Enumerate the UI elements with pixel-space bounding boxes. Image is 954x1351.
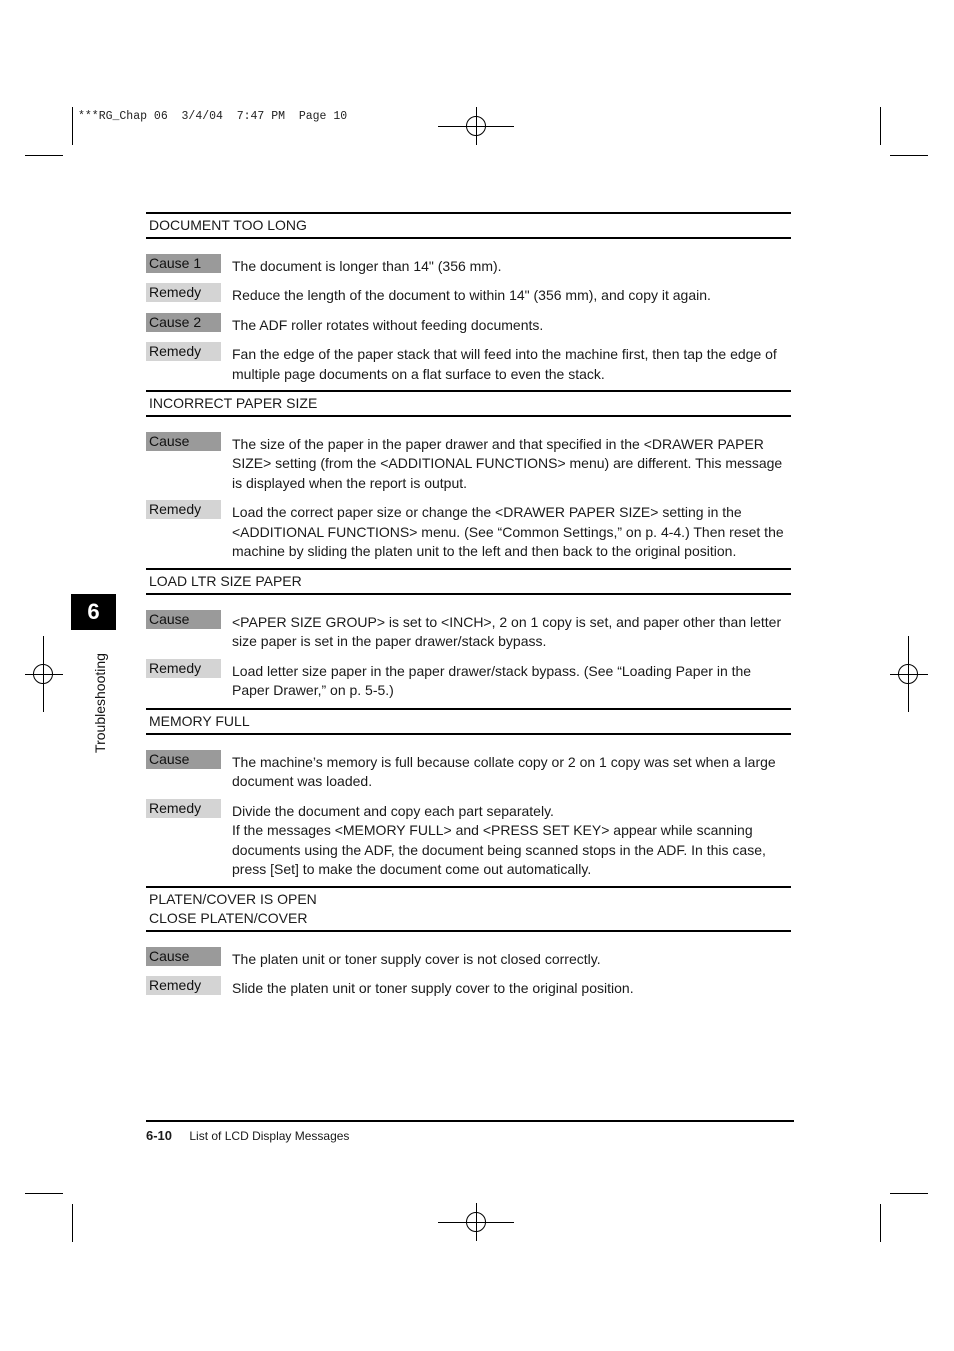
cause-label: Cause 1 [146,254,221,273]
message-title-line: PLATEN/COVER IS OPEN [149,891,317,907]
remedy-entry [146,503,791,561]
cause-text: The ADF roller rotates without feeding documents. [232,316,544,333]
page-footer [146,1128,349,1143]
cause-label: Cause [146,610,221,629]
cause-entry [146,950,791,969]
cause-label: Cause [146,947,221,966]
remedy-entry [146,286,791,305]
message-title [146,886,791,932]
remedy-text: Slide the platen unit or toner supply cover to the original position. [232,980,634,997]
remedy-text: Load the correct paper size or change the <DRAWER PAPER SIZE> setting in the <ADDITIONAL FUNCTIONS> menu. (See “Common Settings,” on p. 4-4.) Then reset the machine by sliding the platen unit to the left and then back to the original position. [232,504,784,560]
remedy-entry [146,345,791,384]
remedy-label: Remedy [146,342,221,361]
cause-label: Cause [146,750,221,769]
page-number: 6-10 [146,1128,173,1143]
message-section [146,568,791,701]
chapter-side-label: Troubleshooting [92,653,108,753]
cause-entry [146,313,791,335]
cause-entry [146,613,791,652]
cause-text: <PAPER SIZE GROUP> is set to <INCH>, 2 on 1 copy is set, and paper other than letter size paper is set in the paper drawer/stack bypass. [232,614,782,650]
message-title-line: MEMORY FULL [149,713,250,729]
message-section [146,390,791,561]
message-title [146,708,791,735]
message-title-line: LOAD LTR SIZE PAPER [149,573,302,589]
remedy-label: Remedy [146,799,221,818]
remedy-label: Remedy [146,500,221,519]
message-section [146,708,791,879]
message-section [146,886,791,999]
remedy-text: Reduce the length of the document to within 14" (356 mm), and copy it again. [232,287,711,304]
cause-label: Cause [146,432,221,451]
cause-entry [146,753,791,792]
message-title [146,390,791,417]
cause-entry [146,257,791,276]
cause-label: Cause 2 [146,313,221,332]
footer-section-title: List of LCD Display Messages [189,1129,350,1143]
message-title-line: DOCUMENT TOO LONG [149,217,307,233]
remedy-entry [146,799,791,880]
cause-text: The machine’s memory is full because collate copy or 2 on 1 copy was set when a large document was loaded. [232,754,776,790]
remedy-text: Load letter size paper in the paper drawer/stack bypass. (See “Loading Paper in the Paper Drawer,” on p. 5-5.) [232,662,752,699]
message-title-line: CLOSE PLATEN/COVER [149,910,308,926]
print-slug-line: ***RG_Chap 06 3/4/04 7:47 PM Page 10 [78,110,348,123]
footer-rule [146,1120,794,1122]
cause-text: The platen unit or toner supply cover is not closed correctly. [232,951,601,967]
message-section [146,212,791,384]
cause-entry [146,435,791,493]
remedy-label: Remedy [146,976,221,995]
message-title-line: INCORRECT PAPER SIZE [149,395,318,411]
message-title [146,568,791,595]
remedy-text: Fan the edge of the paper stack that will feed into the machine first, then tap the edge of multiple page documents on a flat surface to even the stack. [232,346,777,382]
remedy-label: Remedy [146,283,221,302]
remedy-entry [146,979,791,998]
chapter-tab: 6 [71,594,116,630]
remedy-label: Remedy [146,659,221,678]
cause-text: The document is longer than 14" (356 mm). [232,258,502,274]
remedy-entry [146,659,791,701]
remedy-text: Divide the document and copy each part separately. If the messages <MEMORY FULL> and <PRESS SET KEY> appear while scanning documents using the ADF, the document being scanned stops in the ADF. In this case, press [Set] to make the document come out automatically. [232,802,766,878]
cause-text: The size of the paper in the paper drawer and that specified in the <DRAWER PAPER SIZE> setting (from the <ADDITIONAL FUNCTIONS> menu) are different. This message is displayed when the report is output. [232,436,783,491]
message-title [146,212,791,239]
